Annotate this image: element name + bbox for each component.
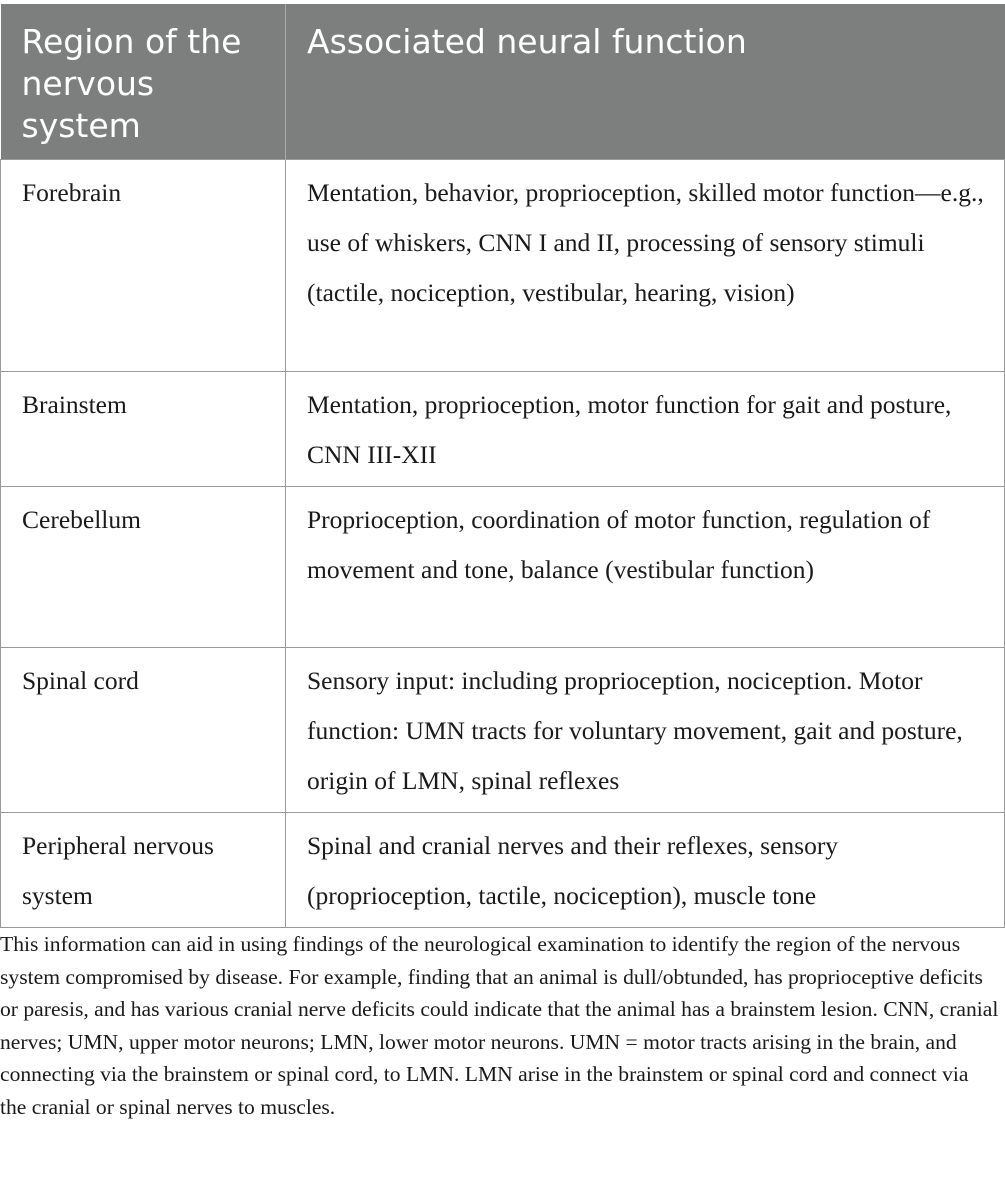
table-row [1,648,1005,813]
function-cell: Spinal and cranial nerves and their reflexes, sensory (proprioception, tactile, nociception), muscle tone [286,813,1005,928]
column-header-region: Region of the nervous system [1,4,286,160]
region-cell: Peripheral nervous system [1,813,286,928]
region-cell: Cerebellum [1,487,286,648]
function-cell: Proprioception, coordination of motor function, regulation of movement and tone, balance (vestibular function) [286,487,1005,648]
function-cell: Mentation, behavior, proprioception, skilled motor function—e.g., use of whiskers, CNN I and II, processing of sensory stimuli (tactile, nociception, vestibular, hearing, vision) [286,160,1005,372]
region-cell: Spinal cord [1,648,286,813]
table-footnote: This information can aid in using findings of the neurological examination to identify the region of the nervous system compromised by disease. For example, finding that an animal is dull/obtunded, has proprioceptive deficits or paresis, and has various cranial nerve deficits could indicate that the animal has a brainstem lesion. CNN, cranial nerves; UMN, upper motor neurons; LMN, lower motor neurons. UMN = motor tracts arising in the brain, and connecting via the brainstem or spinal cord, to LMN. LMN arise in the brainstem or spinal cord and connect via the cranial or spinal nerves to muscles. [0,932,999,1119]
column-header-function: Associated neural function [286,4,1005,160]
region-cell: Brainstem [1,372,286,487]
table-row [1,813,1005,928]
table-row [1,372,1005,487]
table-row [1,160,1005,372]
neural-function-table-container [0,4,1004,928]
function-cell: Mentation, proprioception, motor function for gait and posture, CNN III-XII [286,372,1005,487]
table-header-row [1,4,1005,160]
region-cell: Forebrain [1,160,286,372]
table-row [1,487,1005,648]
neural-function-table [0,4,1005,928]
function-cell: Sensory input: including proprioception, nociception. Motor function: UMN tracts for voluntary movement, gait and posture, origin of LMN, spinal reflexes [286,648,1005,813]
